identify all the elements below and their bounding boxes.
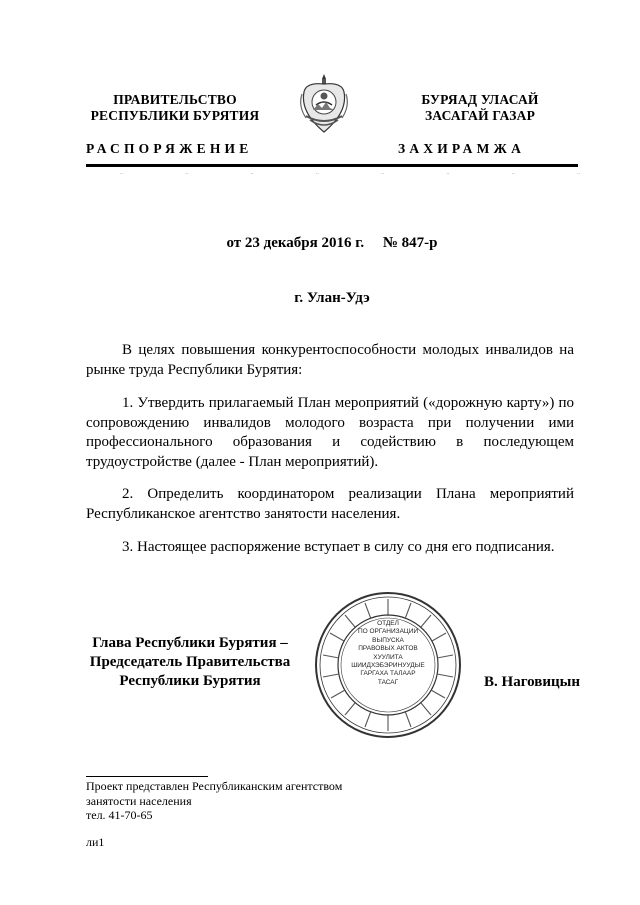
document-body (86, 341, 574, 558)
signatory-line2: Председатель Правительства (89, 654, 291, 670)
body-paragraph-intro: В целях повышения конкурентоспособности молодых инвалидов на рынке труда Республики Бурятия: (86, 342, 574, 378)
footer-rule (86, 776, 208, 777)
signatory-title (70, 634, 310, 691)
body-paragraph-2: 2. Определить координатором реализации Плана мероприятий Республиканское агентство занятости населения. (86, 486, 574, 522)
document-code: ли1 (86, 835, 105, 849)
body-paragraph-1: 1. Утвердить прилагаемый План мероприятий («дорожную карту») по сопровождению инвалидов молодого возраста при получении ими профессионального образования и содействию в последующем трудоустройстве (далее - План мероприятий). (86, 395, 574, 470)
header-left (60, 92, 290, 124)
coat-of-arms-emblem (296, 72, 352, 136)
header-right (370, 92, 590, 124)
body-paragraph-3: 3. Настоящее распоряжение вступает в силу со дня его подписания. (122, 539, 555, 555)
date-and-number: от 23 декабря 2016 г. № 847-р (226, 235, 438, 251)
footer-line1: Проект представлен Республиканским агентством (86, 779, 343, 793)
footer-line2: занятости населения (86, 793, 192, 808)
doc-type-ru: РАСПОРЯЖЕНИЕ (86, 141, 253, 156)
doc-type-bur: ЗАХИРАМЖА (398, 141, 526, 156)
org-name-bur-line2: ЗАСАГАЙ ГАЗАР (424, 108, 536, 123)
city: г. Улан-Удэ (294, 290, 370, 306)
org-name-ru-line2: РЕСПУБЛИКИ БУРЯТИЯ (90, 108, 260, 123)
signatory-line1: Глава Республики Бурятия – (92, 635, 288, 651)
org-name-bur-line1: БУРЯАД УЛАСАЙ (421, 92, 539, 107)
header-divider (86, 164, 578, 167)
signatory-name: В. Наговицын (484, 674, 580, 690)
stamp-center-text: ОТДЕЛ ПО ОРГАНИЗАЦИИ ВЫПУСКА ПРАВОВЫХ АКТОВ ХУУЛИТА ШИИДХЭБЭРИНУУДЫЕ ГАРГАХА ТАЛААР ТАСАГ (351, 620, 425, 686)
org-name-ru-line1: ПРАВИТЕЛЬСТВО (113, 92, 237, 107)
signatory-line3: Республики Бурятия (119, 673, 261, 689)
footer-line3: тел. 41-70-65 (86, 808, 153, 822)
footer-note (86, 779, 486, 823)
official-seal-stamp (313, 590, 463, 740)
header-dotted-line: .. .. .. .. .. .. .. .. (120, 170, 580, 176)
